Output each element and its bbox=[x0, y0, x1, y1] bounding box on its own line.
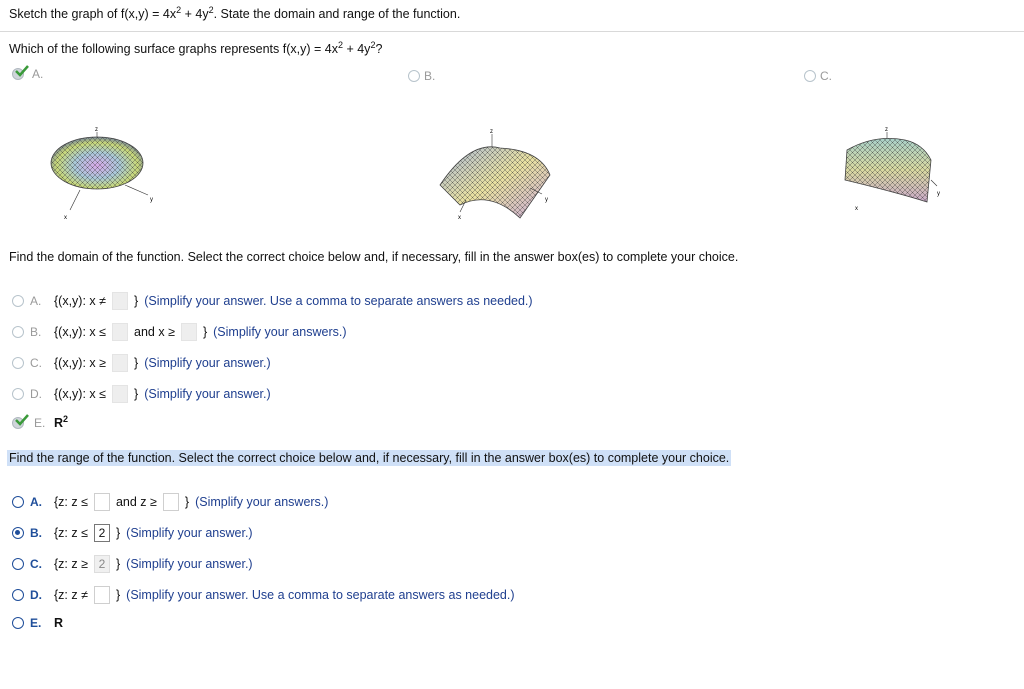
radio-icon[interactable] bbox=[12, 326, 24, 338]
graph-option-a-label: A. bbox=[32, 67, 44, 81]
radio-icon[interactable] bbox=[12, 617, 24, 629]
answer-box[interactable] bbox=[181, 323, 197, 341]
graph-option-a[interactable] bbox=[12, 67, 43, 81]
surface-question: Which of the following surface graphs represents $f(x,y) = 4x^2 + 4y^2$? bbox=[9, 40, 383, 56]
radio-icon[interactable] bbox=[12, 558, 24, 570]
radio-icon[interactable] bbox=[12, 295, 24, 307]
range-choice-e[interactable]: E. R bbox=[12, 616, 63, 630]
range-choice-d[interactable]: D. {z: z ≠ } (Simplify your answer. Use a comma to separate answers as needed.) bbox=[12, 586, 515, 604]
answer-box[interactable] bbox=[163, 493, 179, 511]
svg-text:z: z bbox=[885, 127, 888, 133]
svg-text:y: y bbox=[150, 197, 153, 203]
radio-icon[interactable] bbox=[12, 357, 24, 369]
range-prompt: Find the range of the function. Select the correct choice below and, if necessary, fill in the answer box(es) to complete your choice. bbox=[9, 451, 730, 465]
divider bbox=[0, 31, 1024, 32]
domain-choice-b[interactable]: B. {(x,y): x ≤ and x ≥ } (Simplify your answers.) bbox=[12, 323, 347, 341]
domain-choice-c[interactable]: C. {(x,y): x ≥ } (Simplify your answer.) bbox=[12, 354, 271, 372]
domain-choice-e[interactable]: E. $R^2$ bbox=[12, 416, 68, 430]
radio-icon[interactable] bbox=[12, 388, 24, 400]
svg-text:z: z bbox=[490, 129, 493, 135]
graph-option-b[interactable] bbox=[408, 69, 435, 83]
answer-box[interactable] bbox=[112, 292, 128, 310]
graph-b-surface bbox=[430, 120, 560, 230]
radio-icon[interactable] bbox=[804, 70, 816, 82]
domain-answer-r2: $R^2$ bbox=[54, 414, 69, 430]
correct-check-icon bbox=[12, 416, 28, 430]
radio-icon[interactable] bbox=[408, 70, 420, 82]
answer-box[interactable] bbox=[112, 354, 128, 372]
svg-text:y: y bbox=[937, 191, 940, 197]
radio-icon[interactable] bbox=[12, 589, 24, 601]
range-choice-c[interactable]: C. {z: z ≥ 2 } (Simplify your answer.) bbox=[12, 555, 253, 573]
domain-choice-d[interactable]: D. {(x,y): x ≤ } (Simplify your answer.) bbox=[12, 385, 271, 403]
radio-selected-icon[interactable] bbox=[12, 527, 24, 539]
answer-box[interactable] bbox=[94, 493, 110, 511]
domain-prompt: Find the domain of the function. Select the correct choice below and, if necessary, fill in the answer box(es) to complete your choice. bbox=[9, 250, 739, 264]
answer-box[interactable] bbox=[112, 385, 128, 403]
svg-text:z: z bbox=[95, 127, 98, 133]
graph-c-surface bbox=[835, 120, 955, 220]
svg-text:x: x bbox=[855, 206, 858, 212]
answer-box[interactable]: 2 bbox=[94, 524, 110, 542]
answer-box[interactable] bbox=[94, 586, 110, 604]
question-title: Sketch the graph of $f(x,y) = 4x^2 + 4y^2$. State the domain and range of the function. bbox=[9, 5, 461, 21]
answer-box[interactable] bbox=[112, 323, 128, 341]
graph-a-paraboloid bbox=[40, 120, 170, 230]
range-choice-b[interactable]: B. {z: z ≤ 2 } (Simplify your answer.) bbox=[12, 524, 253, 542]
graph-option-c[interactable] bbox=[804, 69, 832, 83]
graph-option-b-label: B. bbox=[424, 69, 436, 83]
range-choice-a[interactable]: A. {z: z ≤ and z ≥ } (Simplify your answers.) bbox=[12, 493, 328, 511]
radio-icon[interactable] bbox=[12, 496, 24, 508]
svg-text:y: y bbox=[545, 197, 548, 203]
svg-text:x: x bbox=[64, 215, 67, 221]
domain-choice-a[interactable]: A. {(x,y): x ≠ } (Simplify your answer. Use a comma to separate answers as needed.) bbox=[12, 292, 533, 310]
answer-box[interactable]: 2 bbox=[94, 555, 110, 573]
svg-text:x: x bbox=[458, 215, 461, 221]
graph-option-c-label: C. bbox=[820, 69, 832, 83]
correct-check-icon bbox=[12, 67, 28, 81]
